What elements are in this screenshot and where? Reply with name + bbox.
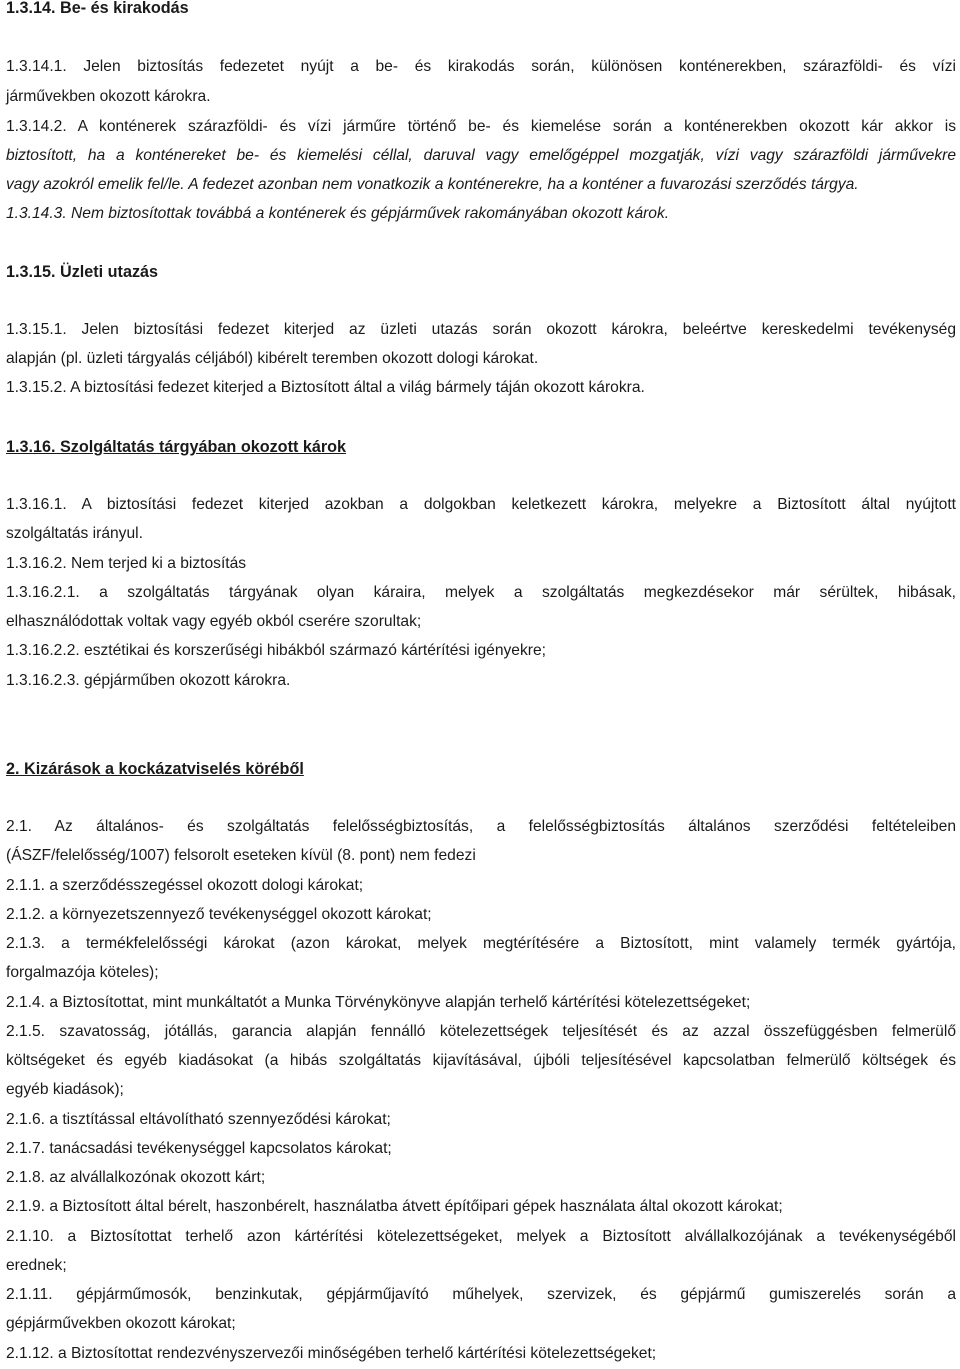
paragraph-2-1-1: 2.1.1. a szerződésszegéssel okozott dologi károkat; [6,877,364,894]
paragraph-2-1-4: 2.1.4. a Biztosítottat, mint munkáltatót a Munka Törvénykönyve alapján terhelő kártérítési kötelezettségeket; [6,994,751,1011]
paragraph-1-3-15-1-cont: alapján (pl. üzleti tárgyalás céljából) kibérelt teremben okozott dologi károkat. [6,350,539,367]
paragraph-1-3-14-2: 1.3.14.2. A konténerek szárazföldi- és vízi járműre történő be- és kiemelése során a konténerekben okozott kár akkor is [6,118,956,135]
paragraph-1-3-16-2-3: 1.3.16.2.3. gépjárműben okozott károkra. [6,672,291,689]
paragraph-1-3-15-1: 1.3.15.1. Jelen biztosítási fedezet kiterjed az üzleti utazás során okozott károkra, beleértve kereskedelmi tevékenység [6,321,956,338]
paragraph-2-1-5: 2.1.5. szavatosság, jótállás, garancia alapján fennálló kötelezettségek teljesítését és az azzal összefüggésben felmerülő [6,1023,956,1040]
paragraph-1-3-14-1-cont: járművekben okozott károkra. [6,88,211,105]
section-heading-1-3-16: 1.3.16. Szolgáltatás tárgyában okozott károk [6,438,347,456]
paragraph-1-3-14-2-cont2: vagy azokról emelik fel/le. A fedezet azonban nem vonatkozik a konténerekre, ha a konténer a fuvarozási szerződés tárgya. [6,176,859,193]
paragraph-1-3-14-2-cont1: biztosított, ha a konténereket be- és kiemelési céllal, daruval vagy emelőgéppel mozgatják, vízi vagy szárazföldi járművekre [6,147,956,164]
paragraph-2-1-11-cont: gépjárművekben okozott károkat; [6,1315,236,1332]
paragraph-2-1-5-cont1: költségeket és egyéb kiadásokat (a hibás szolgáltatás kijavításával, újbóli teljesítésével kapcsolatban felmerülő költségek és [6,1052,956,1069]
section-heading-2: 2. Kizárások a kockázatviselés köréből [6,760,304,778]
paragraph-2-1-3: 2.1.3. a termékfelelősségi károkat (azon károkat, melyek megtérítésére a Biztosított, mint valamely termék gyártója, [6,935,956,952]
paragraph-2-1-2: 2.1.2. a környezetszennyező tevékenységgel okozott károkat; [6,906,432,923]
paragraph-1-3-16-2-2: 1.3.16.2.2. esztétikai és korszerűségi hibákból származó kártérítési igényekre; [6,642,546,659]
paragraph-1-3-15-2: 1.3.15.2. A biztosítási fedezet kiterjed a Biztosított által a világ bármely táján okozott károkra. [6,379,645,396]
paragraph-1-3-16-1-cont: szolgáltatás irányul. [6,525,143,542]
paragraph-2-1-10: 2.1.10. a Biztosítottat terhelő azon kártérítési kötelezettségeket, melyek a Biztosított alvállalkozójának a tevékenységéből [6,1228,956,1245]
section-heading-1-3-14: 1.3.14. Be- és kirakodás [6,0,189,17]
paragraph-2-1-10-cont: erednek; [6,1257,67,1274]
paragraph-1-3-14-3: 1.3.14.3. Nem biztosítottak továbbá a konténerek és gépjárművek rakományában okozott károk. [6,205,670,222]
paragraph-2-1-12: 2.1.12. a Biztosítottat rendezvényszervezői minőségében terhelő kártérítési kötelezettségeket; [6,1345,657,1362]
paragraph-1-3-16-1: 1.3.16.1. A biztosítási fedezet kiterjed azokban a dolgokban keletkezett károkra, melyekre a Biztosított által nyújtott [6,496,956,513]
paragraph-1-3-14-1: 1.3.14.1. Jelen biztosítás fedezetet nyújt a be- és kirakodás során, különösen konténerekben, szárazföldi- és vízi [6,58,956,75]
paragraph-1-3-16-2-1: 1.3.16.2.1. a szolgáltatás tárgyának olyan káraira, melyek a szolgáltatás megkezdésekor már sérültek, hibásak, [6,584,956,601]
paragraph-2-1-11: 2.1.11. gépjárműmosók, benzinkutak, gépjárműjavító műhelyek, szervizek, és gépjármű gumiszerelés során a [6,1286,956,1303]
paragraph-2-1-3-cont: forgalmazója köteles); [6,964,159,981]
paragraph-1-3-16-2: 1.3.16.2. Nem terjed ki a biztosítás [6,555,247,572]
paragraph-2-1-cont: (ÁSZF/felelősség/1007) felsorolt eseteken kívül (8. pont) nem fedezi [6,847,476,864]
section-heading-1-3-15: 1.3.15. Üzleti utazás [6,263,159,281]
paragraph-2-1-7: 2.1.7. tanácsadási tevékenységgel kapcsolatos károkat; [6,1140,392,1157]
paragraph-1-3-16-2-1-cont: elhasználódottak voltak vagy egyéb okból cserére szorultak; [6,613,422,630]
paragraph-2-1-8: 2.1.8. az alvállalkozónak okozott kárt; [6,1169,266,1186]
paragraph-2-1-5-cont2: egyéb kiadások); [6,1081,124,1098]
paragraph-2-1: 2.1. Az általános- és szolgáltatás felelősségbiztosítás, a felelősségbiztosítás általános szerződési feltételeiben [6,818,956,835]
paragraph-2-1-9: 2.1.9. a Biztosított által bérelt, haszonbérelt, használatba átvett építőipari gépek használata által okozott károkat; [6,1198,783,1215]
paragraph-2-1-6: 2.1.6. a tisztítással eltávolítható szennyeződési károkat; [6,1111,391,1128]
